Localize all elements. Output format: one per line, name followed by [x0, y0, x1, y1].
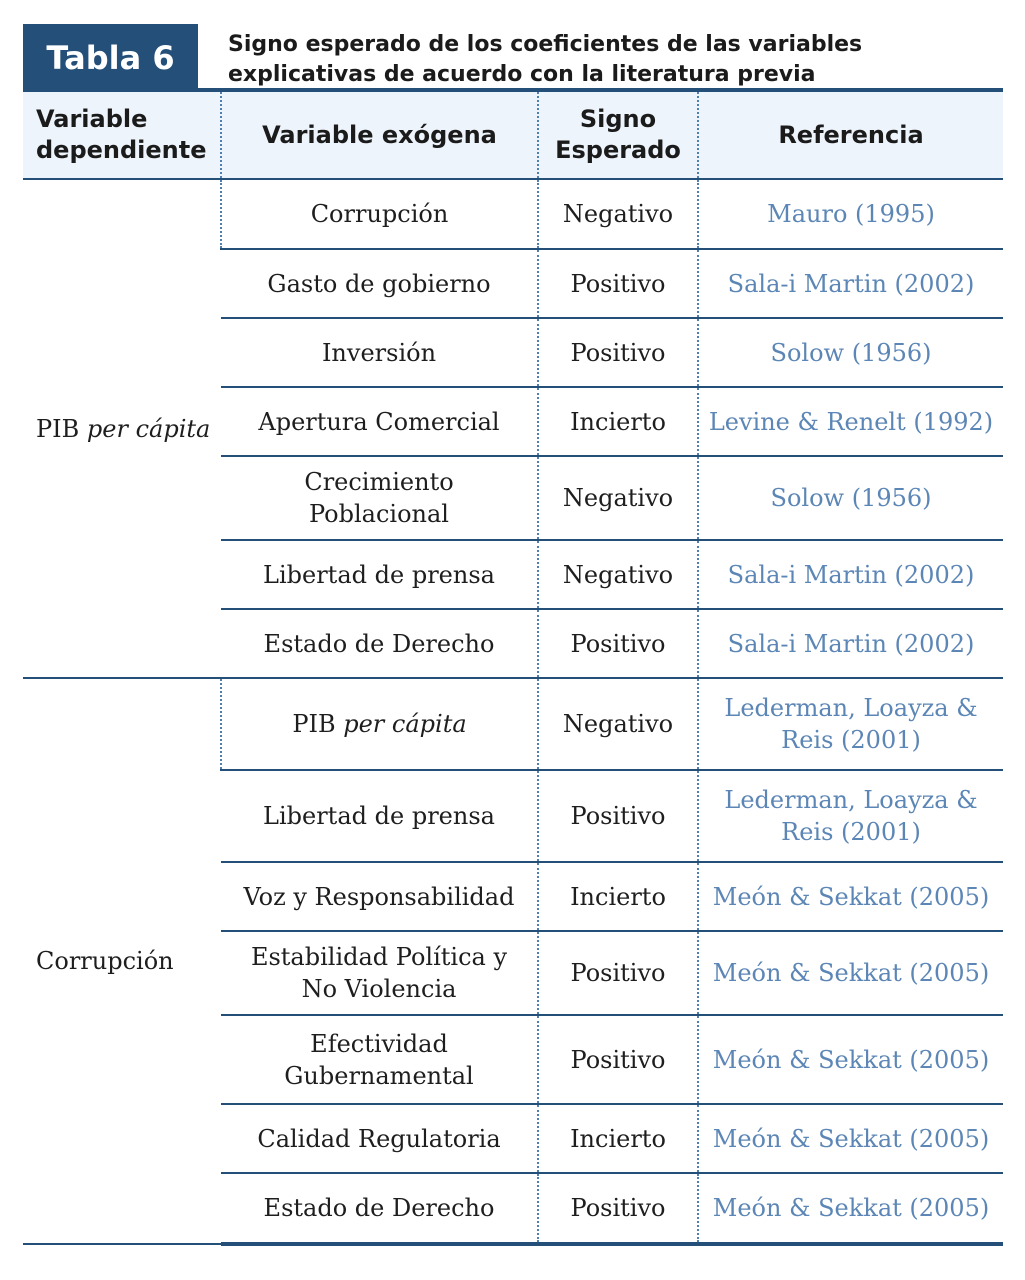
- table-title: [228, 30, 998, 90]
- exogenous-cell: Voz y Responsabilidad: [221, 862, 538, 931]
- table-title-line: Signo esperado de los coeficientes de las variables: [228, 32, 863, 57]
- header-text: Variable: [36, 105, 148, 133]
- dependent-label: PIB: [36, 414, 87, 443]
- exogenous-text: Estabilidad Política y: [250, 943, 508, 971]
- reference-cell: Solow (1956): [698, 456, 1003, 540]
- header-dependent: [23, 92, 221, 179]
- dependent-label-italic: per cápita: [86, 414, 211, 443]
- reference-text: Lederman, Loayza &: [724, 786, 978, 814]
- sign-cell: Incierto: [538, 387, 698, 456]
- header-text: dependiente: [36, 136, 207, 164]
- table-label-badge: Tabla 6: [23, 24, 198, 92]
- header-text: Esperado: [555, 136, 681, 164]
- sign-cell: Positivo: [538, 318, 698, 387]
- sign-cell: Negativo: [538, 540, 698, 609]
- reference-cell: Solow (1956): [698, 318, 1003, 387]
- exogenous-cell: [221, 456, 538, 540]
- header-text: Signo: [579, 105, 657, 133]
- exogenous-text: Crecimiento: [304, 468, 454, 496]
- sign-cell: Positivo: [538, 1173, 698, 1244]
- reference-cell: Meón & Sekkat (2005): [698, 931, 1003, 1015]
- sign-cell: Negativo: [538, 179, 698, 249]
- header-reference: Referencia: [698, 92, 1003, 179]
- table-row: [23, 179, 1003, 249]
- sign-cell: Positivo: [538, 931, 698, 1015]
- exogenous-cell: [221, 931, 538, 1015]
- exogenous-cell: Estado de Derecho: [221, 1173, 538, 1244]
- table-title-line: explicativas de acuerdo con la literatura previa: [228, 62, 816, 87]
- reference-cell: Meón & Sekkat (2005): [698, 862, 1003, 931]
- exogenous-text: No Violencia: [301, 975, 457, 1003]
- exogenous-cell: Apertura Comercial: [221, 387, 538, 456]
- reference-cell: Sala-i Martin (2002): [698, 249, 1003, 318]
- table-row: [23, 678, 1003, 770]
- reference-text: Reis (2001): [781, 818, 921, 846]
- exogenous-cell: Corrupción: [221, 179, 538, 249]
- reference-cell: Meón & Sekkat (2005): [698, 1104, 1003, 1173]
- exogenous-text: Poblacional: [309, 500, 449, 528]
- header-sign: [538, 92, 698, 179]
- exogenous-cell: Libertad de prensa: [221, 540, 538, 609]
- sign-cell: Incierto: [538, 862, 698, 931]
- header-exogenous: Variable exógena: [221, 92, 538, 179]
- reference-text: Reis (2001): [781, 726, 921, 754]
- dependent-variable-cell: [23, 179, 221, 678]
- reference-cell: [698, 770, 1003, 862]
- sign-cell: Negativo: [538, 456, 698, 540]
- exogenous-text: Efectividad: [310, 1029, 448, 1058]
- sign-cell: Positivo: [538, 249, 698, 318]
- reference-text: Lederman, Loayza &: [724, 694, 978, 722]
- exogenous-text: Gubernamental: [284, 1061, 474, 1090]
- reference-cell: Sala-i Martin (2002): [698, 609, 1003, 678]
- dependent-label: Corrupción: [36, 947, 174, 975]
- reference-cell: Levine & Renelt (1992): [698, 387, 1003, 456]
- exogenous-cell: [221, 1015, 538, 1104]
- sign-cell: Incierto: [538, 1104, 698, 1173]
- exogenous-cell: Calidad Regulatoria: [221, 1104, 538, 1173]
- reference-cell: Meón & Sekkat (2005): [698, 1173, 1003, 1244]
- exogenous-text-italic: per cápita: [343, 710, 467, 738]
- reference-cell: Sala-i Martin (2002): [698, 540, 1003, 609]
- exogenous-cell: [221, 678, 538, 770]
- expected-sign-table: [23, 92, 1003, 1246]
- sign-cell: Negativo: [538, 678, 698, 770]
- sign-cell: Positivo: [538, 609, 698, 678]
- sign-cell: Positivo: [538, 1015, 698, 1104]
- reference-cell: [698, 678, 1003, 770]
- sign-cell: Positivo: [538, 770, 698, 862]
- exogenous-cell: Inversión: [221, 318, 538, 387]
- reference-cell: Meón & Sekkat (2005): [698, 1015, 1003, 1104]
- exogenous-cell: Libertad de prensa: [221, 770, 538, 862]
- exogenous-cell: Gasto de gobierno: [221, 249, 538, 318]
- reference-cell: Mauro (1995): [698, 179, 1003, 249]
- header-row: [23, 92, 1003, 179]
- exogenous-text: PIB: [292, 710, 344, 738]
- exogenous-cell: Estado de Derecho: [221, 609, 538, 678]
- dependent-variable-cell: [23, 678, 221, 1244]
